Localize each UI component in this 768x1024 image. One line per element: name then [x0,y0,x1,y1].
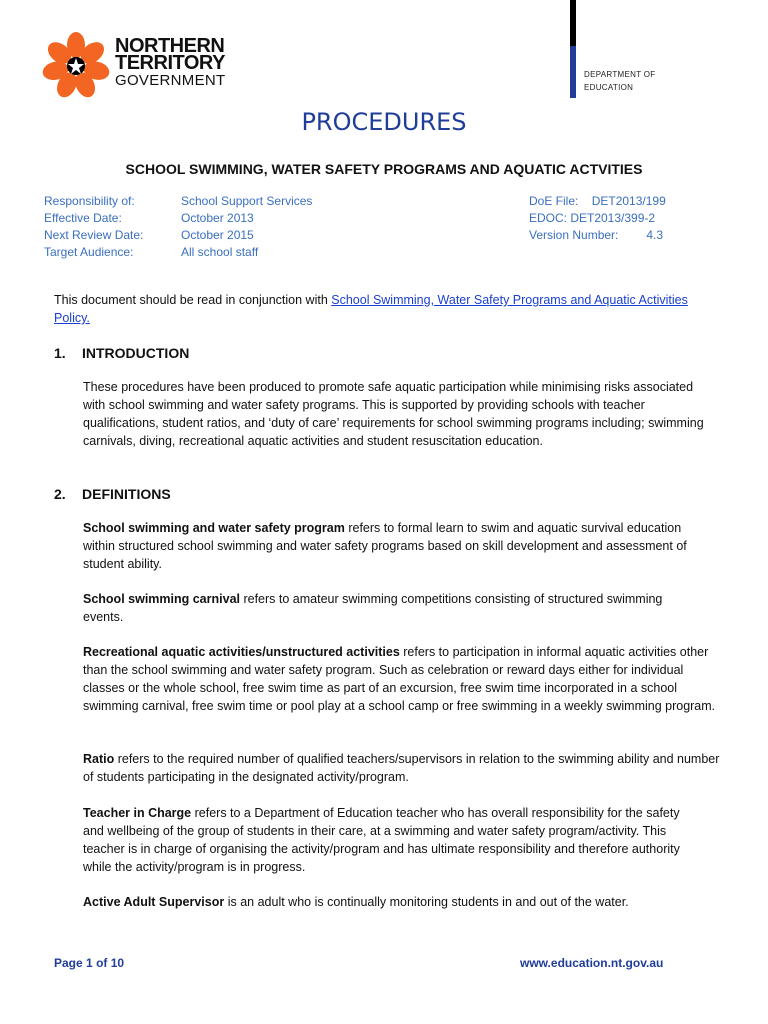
section-1-heading: 1. INTRODUCTION [54,345,190,361]
page-number: Page 1 of 10 [54,956,125,970]
meta-values: School Support Services October 2013 October 2015 All school staff [181,194,313,259]
definition-item: School swimming and water safety program refers to formal learn to swim and aquatic survival education within structured school swimming and water safety programs based on skill development and assessment of student ability. [83,521,687,571]
logo-line-northern: NORTHERN [115,35,225,57]
definition-item: Active Adult Supervisor is an adult who is continually monitoring students in and out of the water. [83,895,629,909]
document-subtitle: SCHOOL SWIMMING, WATER SAFETY PROGRAMS AND AQUATIC ACTVITIES [125,161,643,177]
department-label: DEPARTMENT OF EDUCATION [584,70,656,92]
intro-paragraph: This document should be read in conjunction with School Swimming, Water Safety Programs and Aquatic Activities Policy. [54,293,688,325]
meta-labels: Responsibility of: Effective Date: Next Review Date: Target Audience: [44,194,144,259]
nt-government-logo [40,30,240,102]
definition-item: Teacher in Charge refers to a Department of Education teacher who has overall responsibility for the safety and wellbeing of the group of students in their care, at a swimming and water safety program/activity. This teacher is in charge of organising the activity/program and has ultimate responsibility and therefore authority while the activity/program is in progress. [83,806,680,874]
introduction-text: These procedures have been produced to promote safe aquatic participation while minimising risks associated with school swimming and water safety programs. This is supported by providing schools with teacher qualifications, student ratios, and ‘duty of care’ requirements for school swimming programs including; swimming carnivals, diving, recreational aquatic activities and student resuscitation education. [83,380,704,448]
doe-file: DoE File: DET2013/199 [529,194,666,208]
logo-line-territory: TERRITORY [115,52,225,74]
header-accent-bar-blue [570,46,576,98]
definition-item: Ratio refers to the required number of qualified teachers/supervisors in relation to the swimming ability and number of students participating in the designated activity/program. [83,752,720,784]
definition-item: School swimming carnival refers to amateur swimming competitions consisting of structured swimming events. [83,592,663,624]
section-2-heading: 2. DEFINITIONS [54,486,171,502]
website-url: www.education.nt.gov.au [520,956,664,970]
logo-line-government: GOVERNMENT [115,72,226,89]
meta-right [529,193,666,244]
version-number: Version Number: 4.3 [529,228,664,242]
page-title: PROCEDURES [301,108,467,136]
edoc: EDOC: DET2013/399-2 [529,211,656,225]
flower-logo-icon [40,30,112,102]
definition-item: Recreational aquatic activities/unstructured activities refers to participation in informal aquatic activities other than the school swimming and water safety program. Such as celebration or reward days either for individual classes or the whole school, free swim time as part of an excursion, free swim time incorporated in a school swimming carnival, free swim time or pool play at a school camp or free swimming in a weekly swimming program. [83,645,716,713]
header-accent-bar-black [570,0,576,46]
policy-link[interactable]: School Swimming, Water Safety Programs and Aquatic Activities Policy. [54,293,688,325]
